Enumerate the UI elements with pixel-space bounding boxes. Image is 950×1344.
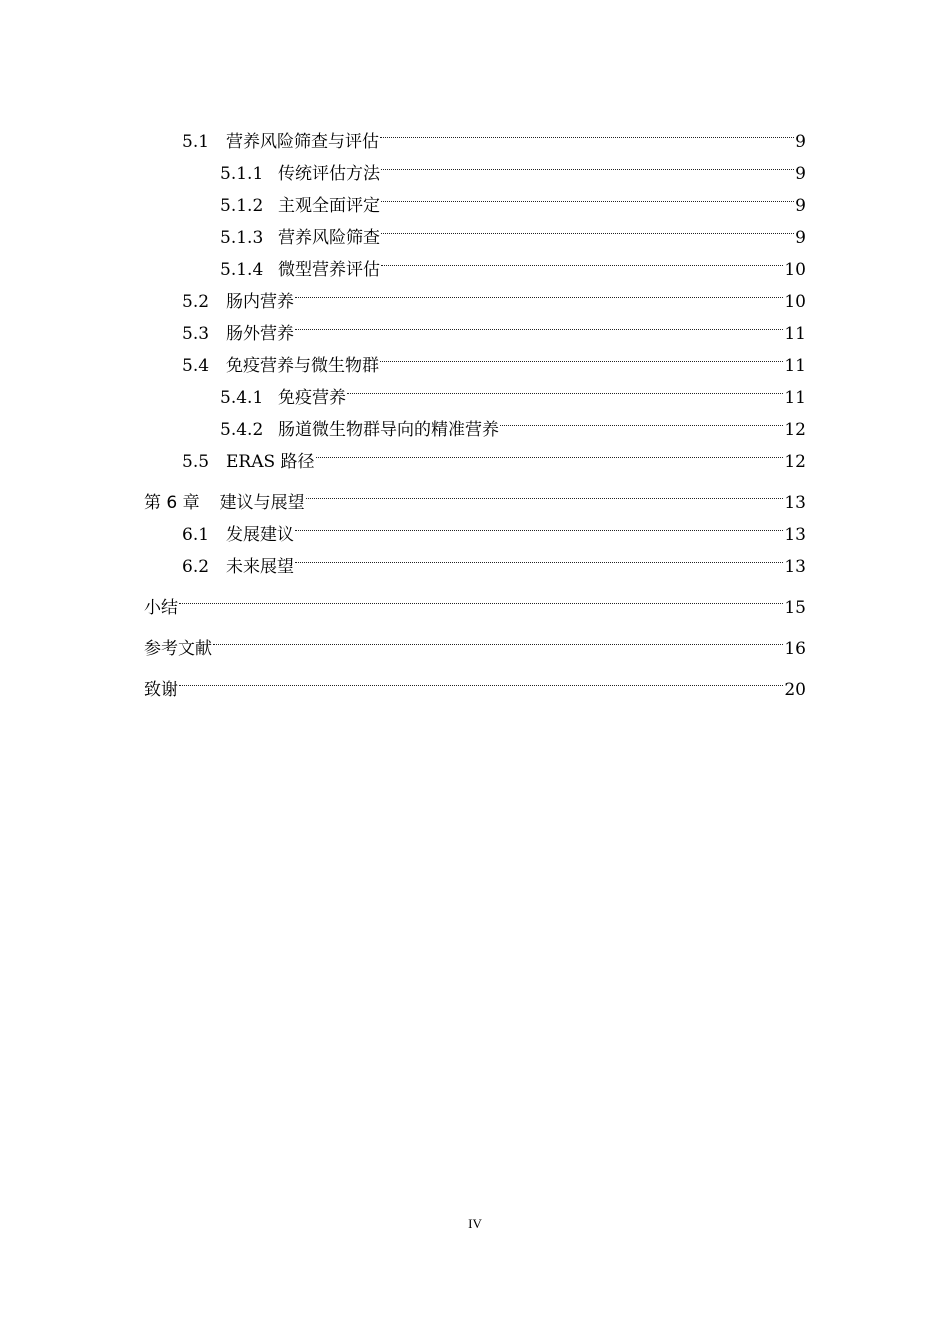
toc-dot-leader: [347, 371, 783, 403]
toc-summary-entry[interactable]: [0, 581, 950, 618]
toc-entry-page: 11: [784, 388, 806, 408]
toc-entry-page: 11: [784, 324, 806, 344]
toc-entry[interactable]: [0, 339, 950, 376]
table-of-contents: [0, 115, 950, 700]
toc-entry-title: 发展建议: [226, 525, 294, 545]
toc-entry[interactable]: [0, 147, 950, 184]
toc-entry-number: 5.1: [182, 132, 210, 152]
page-number-footer: IV: [468, 1216, 482, 1231]
toc-entry-page: 15: [784, 598, 806, 618]
toc-entry-title: 营养风险筛查: [278, 228, 380, 248]
toc-entry[interactable]: [0, 435, 950, 472]
toc-entry[interactable]: [0, 371, 950, 408]
toc-dot-leader: [295, 307, 783, 339]
toc-entry-title: 未来展望: [226, 557, 294, 577]
toc-entry-number: 5.1.2: [220, 196, 264, 216]
toc-entry-number: 5.4.1: [220, 388, 264, 408]
toc-dot-leader: [179, 581, 783, 613]
toc-entry-title: ERAS 路径: [226, 452, 315, 472]
toc-dot-leader: [381, 147, 794, 179]
toc-entry-page: 13: [784, 557, 806, 577]
toc-dot-leader: [213, 622, 783, 654]
toc-entry-page: 13: [784, 525, 806, 545]
toc-entry-page: 16: [784, 639, 806, 659]
toc-entry-title: 免疫营养与微生物群: [226, 356, 379, 376]
toc-entry-page: 13: [784, 493, 806, 513]
toc-entry-number: 6.2: [182, 557, 210, 577]
toc-entry-number: 5.4: [182, 356, 210, 376]
toc-dot-leader: [380, 115, 794, 147]
toc-chapter-number: 第 6 章: [144, 493, 200, 513]
toc-chapter-entry[interactable]: [0, 476, 950, 513]
toc-entry-title: 微型营养评估: [278, 260, 380, 280]
toc-entry[interactable]: [0, 179, 950, 216]
toc-entry-page: 9: [795, 132, 806, 152]
toc-references-entry[interactable]: [0, 622, 950, 659]
toc-entry-number: 5.4.2: [220, 420, 264, 440]
toc-dot-leader: [380, 339, 783, 371]
toc-entry-title: 免疫营养: [278, 388, 346, 408]
toc-entry[interactable]: [0, 115, 950, 152]
toc-entry-number: 5.3: [182, 324, 210, 344]
toc-entry-number: 5.5: [182, 452, 210, 472]
toc-entry-page: 10: [784, 292, 806, 312]
toc-entry-title: 营养风险筛查与评估: [226, 132, 379, 152]
toc-entry-title: 主观全面评定: [278, 196, 380, 216]
toc-entry-page: 9: [795, 228, 806, 248]
toc-chapter-title: 致谢: [144, 680, 178, 700]
toc-entry[interactable]: [0, 540, 950, 577]
toc-dot-leader: [295, 508, 783, 540]
toc-dot-leader: [381, 243, 783, 275]
toc-dot-leader: [179, 663, 783, 695]
toc-entry-number: 5.1.1: [220, 164, 264, 184]
toc-entry[interactable]: [0, 307, 950, 344]
toc-entry-number: 5.1.3: [220, 228, 264, 248]
toc-entry[interactable]: [0, 243, 950, 280]
toc-entry-page: 12: [784, 420, 806, 440]
toc-entry[interactable]: [0, 211, 950, 248]
toc-entry-title: 传统评估方法: [278, 164, 380, 184]
toc-dot-leader: [316, 435, 784, 467]
toc-entry[interactable]: [0, 403, 950, 440]
toc-entry-title: 肠内营养: [226, 292, 294, 312]
toc-entry[interactable]: [0, 275, 950, 312]
toc-entry-page: 11: [784, 356, 806, 376]
toc-entry-page: 9: [795, 196, 806, 216]
toc-acknowledgements-entry[interactable]: [0, 663, 950, 700]
toc-entry-page: 9: [795, 164, 806, 184]
toc-entry-page: 20: [784, 680, 806, 700]
toc-entry-title: 肠外营养: [226, 324, 294, 344]
toc-entry-number: 6.1: [182, 525, 210, 545]
toc-entry-number: 5.2: [182, 292, 210, 312]
toc-dot-leader: [295, 275, 783, 307]
toc-dot-leader: [295, 540, 783, 572]
toc-dot-leader: [500, 403, 783, 435]
toc-dot-leader: [306, 476, 784, 508]
toc-dot-leader: [381, 211, 794, 243]
toc-chapter-title: 建议与展望: [219, 493, 305, 513]
toc-entry[interactable]: [0, 508, 950, 545]
toc-dot-leader: [381, 179, 794, 211]
toc-entry-title: 肠道微生物群导向的精准营养: [278, 420, 499, 440]
toc-entry-number: 5.1.4: [220, 260, 264, 280]
toc-entry-page: 10: [784, 260, 806, 280]
toc-entry-page: 12: [784, 452, 806, 472]
toc-chapter-title: 参考文献: [144, 639, 212, 659]
toc-chapter-title: 小结: [144, 598, 178, 618]
